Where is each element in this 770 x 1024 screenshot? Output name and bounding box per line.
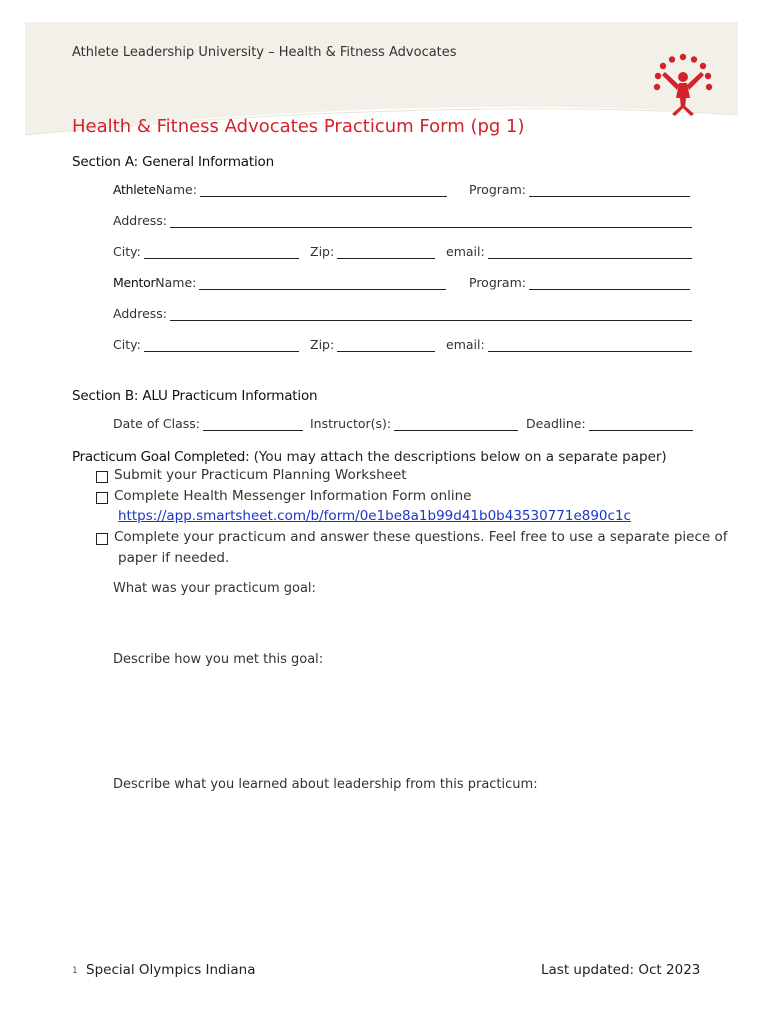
athlete-address-line[interactable]	[170, 213, 692, 228]
mentor-program-line[interactable]	[529, 275, 690, 290]
smartsheet-form-link[interactable]: https://app.smartsheet.com/b/form/0e1be8a1b99d41b0b43530771e890c1c	[118, 508, 631, 524]
zip-label: Zip:	[310, 337, 335, 352]
athlete-label: Athlete	[113, 182, 156, 197]
mentor-name-line[interactable]	[199, 275, 446, 290]
date-of-class-line[interactable]	[203, 416, 303, 431]
checkbox-icon[interactable]	[96, 471, 108, 483]
footer-updated: Last updated: Oct 2023	[541, 962, 701, 978]
program-label: Program:	[469, 275, 526, 290]
deadline-label: Deadline:	[526, 416, 586, 431]
deadline-line[interactable]	[589, 416, 693, 431]
instructor-field[interactable]	[310, 416, 518, 431]
athlete-zip-field[interactable]	[310, 244, 435, 259]
mentor-zip-line[interactable]	[337, 337, 435, 352]
page-title: Health & Fitness Advocates Practicum Form (pg 1)	[72, 116, 525, 137]
zip-label: Zip:	[310, 244, 335, 259]
checklist-item-practicum[interactable]	[96, 529, 727, 545]
checklist-item-health-messenger[interactable]	[96, 488, 472, 504]
name-label: Name:	[155, 182, 197, 197]
question-goal: What was your practicum goal:	[113, 581, 316, 596]
mentor-address-field[interactable]	[113, 306, 692, 321]
checkbox-icon[interactable]	[96, 492, 108, 504]
header-title: Athlete Leadership University – Health & Fitness Advocates	[72, 45, 457, 60]
date-of-class-label: Date of Class:	[113, 416, 200, 431]
checklist-item-label: Complete Health Messenger Information Form online	[114, 488, 472, 504]
mentor-address-line[interactable]	[170, 306, 692, 321]
checkbox-icon[interactable]	[96, 533, 108, 545]
city-label: City:	[113, 337, 141, 352]
checklist-item-continued: paper if needed.	[118, 550, 230, 566]
athlete-zip-line[interactable]	[337, 244, 435, 259]
practicum-goal-bold: Practicum Goal Completed:	[72, 449, 250, 465]
mentor-city-field[interactable]	[113, 337, 299, 352]
city-label: City:	[113, 244, 141, 259]
footer-org: Special Olympics Indiana	[86, 962, 256, 978]
athlete-name-line[interactable]	[200, 182, 447, 197]
practicum-goal-note: (You may attach the descriptions below on a separate paper)	[249, 449, 667, 465]
mentor-city-line[interactable]	[144, 337, 299, 352]
mentor-zip-field[interactable]	[310, 337, 435, 352]
athlete-name-field[interactable]	[113, 182, 447, 197]
mentor-email-line[interactable]	[488, 337, 692, 352]
email-label: email:	[446, 244, 485, 259]
email-label: email:	[446, 337, 485, 352]
instructor-line[interactable]	[394, 416, 518, 431]
athlete-address-field[interactable]	[113, 213, 692, 228]
athlete-program-field[interactable]	[469, 182, 690, 197]
athlete-email-line[interactable]	[488, 244, 692, 259]
mentor-program-field[interactable]	[469, 275, 690, 290]
address-label: Address:	[113, 306, 167, 321]
checklist-item-worksheet[interactable]	[96, 467, 407, 483]
athlete-email-field[interactable]	[446, 244, 692, 259]
checklist-item-label: Submit your Practicum Planning Worksheet	[114, 467, 407, 483]
address-label: Address:	[113, 213, 167, 228]
section-a-heading: Section A: General Information	[72, 154, 274, 170]
athlete-program-line[interactable]	[529, 182, 690, 197]
special-olympics-logo-icon	[648, 50, 718, 120]
name-label: Name:	[155, 275, 197, 290]
question-how-met: Describe how you met this goal:	[113, 652, 324, 667]
deadline-field[interactable]	[526, 416, 693, 431]
program-label: Program:	[469, 182, 526, 197]
mentor-email-field[interactable]	[446, 337, 692, 352]
practicum-goal-label	[72, 449, 667, 465]
mentor-name-field[interactable]	[113, 275, 446, 290]
section-b-heading: Section B: ALU Practicum Information	[72, 388, 318, 404]
footer-page-number: 1	[72, 966, 78, 976]
checklist-item-label: Complete your practicum and answer these questions. Feel free to use a separate piece of	[114, 529, 728, 545]
date-of-class-field[interactable]	[113, 416, 303, 431]
mentor-label: Mentor	[113, 275, 156, 290]
athlete-city-line[interactable]	[144, 244, 299, 259]
instructor-label: Instructor(s):	[310, 416, 392, 431]
athlete-city-field[interactable]	[113, 244, 299, 259]
question-learned: Describe what you learned about leadership from this practicum:	[113, 777, 538, 792]
